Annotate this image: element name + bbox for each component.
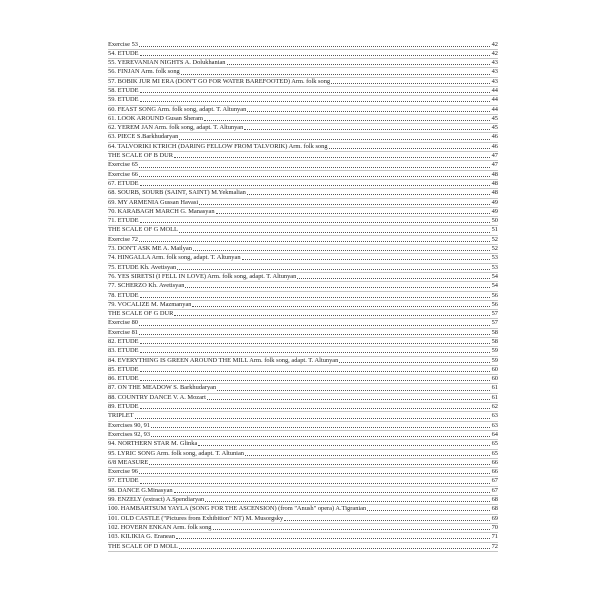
- toc-entry-page-number: 67: [491, 486, 498, 494]
- toc-entry: [108, 245, 498, 254]
- dot-leader: [198, 444, 490, 446]
- toc-entry-page-number: 60: [491, 365, 498, 373]
- toc-entry: [108, 236, 498, 245]
- toc-entry-title: Exercise 53: [108, 40, 138, 48]
- toc-entry: [108, 450, 498, 459]
- dot-leader: [140, 370, 490, 372]
- toc-entry-title: Exercise 65: [108, 161, 138, 169]
- toc-entry-title: 71. ETUDE: [108, 217, 139, 225]
- toc-entry: [108, 161, 498, 170]
- table-of-contents: [108, 41, 498, 552]
- toc-entry-title: 6/8 MEASURE: [108, 458, 149, 466]
- toc-entry-page-number: 63: [491, 421, 498, 429]
- dot-leader: [244, 128, 490, 130]
- toc-entry: [108, 422, 498, 431]
- toc-entry-title: 78. ETUDE: [108, 291, 139, 299]
- toc-entry-page-number: 44: [491, 96, 498, 104]
- toc-entry: [108, 106, 498, 115]
- toc-entry: [108, 208, 498, 217]
- toc-entry-page-number: 54: [491, 272, 498, 280]
- dot-leader: [339, 361, 490, 363]
- toc-entry-page-number: 68: [491, 505, 498, 513]
- toc-entry-page-number: 71: [491, 533, 498, 541]
- toc-entry: [108, 533, 498, 542]
- toc-entry-title: 77. SCHERZO Kh. Avetisyan: [108, 282, 185, 290]
- toc-entry-page-number: 51: [491, 226, 498, 234]
- toc-entry-title: 88. COUNTRY DANCE V. A. Mozart: [108, 393, 206, 401]
- toc-entry-title: 69. MY ARMENIA Gussan Havasi: [108, 198, 199, 206]
- toc-entry: [108, 310, 498, 319]
- toc-entry-title: 85. ETUDE: [108, 365, 139, 373]
- toc-entry-title: 62. YEREM JAN Arm. folk song, adapt. T. Altunyan: [108, 124, 244, 132]
- toc-entry: [108, 282, 498, 291]
- dot-leader: [139, 324, 490, 326]
- toc-entry-page-number: 66: [491, 468, 498, 476]
- toc-entry-title: 74. HINGALLA Arm. folk song, adapt. T. Altunyan: [108, 254, 241, 262]
- toc-entry-page-number: 59: [491, 356, 498, 364]
- toc-entry-page-number: 56: [491, 291, 498, 299]
- toc-entry: [108, 301, 498, 310]
- toc-entry: [108, 59, 498, 68]
- toc-entry: [108, 264, 498, 273]
- toc-entry: [108, 199, 498, 208]
- dot-leader: [140, 379, 490, 381]
- toc-entry-title: 89. ETUDE: [108, 403, 139, 411]
- toc-entry-title: Exercise 72: [108, 235, 138, 243]
- toc-entry-page-number: 46: [491, 142, 498, 150]
- toc-entry-page-number: 44: [491, 86, 498, 94]
- toc-entry: [108, 189, 498, 198]
- toc-entry: [108, 515, 498, 524]
- toc-entry-page-number: 42: [491, 40, 498, 48]
- toc-entry: [108, 292, 498, 301]
- toc-entry: [108, 524, 498, 533]
- toc-entry-page-number: 65: [491, 449, 498, 457]
- toc-entry-page-number: 63: [491, 412, 498, 420]
- toc-entry-page-number: 49: [491, 207, 498, 215]
- toc-entry: [108, 338, 498, 347]
- toc-entry-page-number: 48: [491, 179, 498, 187]
- toc-entry-page-number: 43: [491, 59, 498, 67]
- toc-entry-page-number: 48: [491, 189, 498, 197]
- dot-leader: [177, 268, 490, 270]
- toc-entry: [108, 133, 498, 142]
- dot-leader: [140, 54, 490, 56]
- toc-entry-title: 70. KARABAGH MARCH G. Manasyan: [108, 207, 215, 215]
- toc-entry-page-number: 44: [491, 105, 498, 113]
- toc-entry: [108, 226, 498, 235]
- toc-entry: [108, 412, 498, 421]
- toc-entry-page-number: 59: [491, 347, 498, 355]
- toc-entry: [108, 115, 498, 124]
- toc-entry-title: 82. ETUDE: [108, 338, 139, 345]
- toc-entry-title: Exercises 92, 93: [108, 430, 151, 438]
- toc-entry: [108, 431, 498, 440]
- toc-entry: [108, 543, 498, 552]
- toc-entry-page-number: 64: [491, 430, 498, 438]
- toc-entry: [108, 459, 498, 468]
- toc-entry-page-number: 43: [491, 77, 498, 85]
- toc-entry: [108, 50, 498, 59]
- dot-leader: [247, 110, 490, 112]
- toc-entry: [108, 329, 498, 338]
- toc-entry-title: THE SCALE OF G DUR: [108, 310, 174, 318]
- dot-leader: [329, 147, 490, 149]
- toc-entry-page-number: 52: [491, 245, 498, 253]
- toc-entry: [108, 477, 498, 486]
- toc-entry: [108, 96, 498, 105]
- toc-entry-title: 76. YES SIRETSI (I FELL IN LOVE) Arm. folk song, adapt. T. Altunyan: [108, 272, 297, 280]
- toc-entry-title: 59. ETUDE: [108, 96, 139, 104]
- dot-leader: [185, 286, 490, 288]
- toc-entry: [108, 273, 498, 282]
- dot-leader: [331, 82, 490, 84]
- dot-leader: [139, 240, 490, 242]
- toc-entry-page-number: 62: [491, 403, 498, 411]
- dot-leader: [245, 454, 490, 456]
- toc-entry-page-number: 65: [491, 440, 498, 448]
- toc-entry-page-number: 50: [491, 217, 498, 225]
- toc-entry: [108, 319, 498, 328]
- toc-entry-title: 56. FINJAN Arm. folk song: [108, 68, 180, 76]
- toc-entry-page-number: 69: [491, 514, 498, 522]
- toc-entry-title: 94. NORTHERN STAR M. Glinka: [108, 440, 198, 448]
- dot-leader: [297, 277, 490, 279]
- toc-entry: [108, 152, 498, 161]
- toc-entry: [108, 440, 498, 449]
- dot-leader: [140, 482, 490, 484]
- toc-entry-page-number: 53: [491, 263, 498, 271]
- toc-entry-title: 67. ETUDE: [108, 179, 139, 187]
- toc-entry-title: 99. ENZELY (extract) A.Spendiaryan: [108, 496, 205, 504]
- toc-entry: [108, 347, 498, 356]
- toc-entry-page-number: 58: [491, 328, 498, 336]
- toc-entry-title: 61. LOOK AROUND Gusan Sheram: [108, 114, 203, 122]
- toc-entry-title: 75. ETUDE Kh. Avetisyan: [108, 263, 177, 271]
- toc-entry-page-number: 54: [491, 282, 498, 290]
- toc-entry: [108, 171, 498, 180]
- toc-entry: [108, 78, 498, 87]
- toc-entry-page-number: 67: [491, 477, 498, 485]
- dot-leader: [140, 407, 490, 409]
- toc-entry-title: TRIPLET: [108, 412, 134, 420]
- toc-entry: [108, 124, 498, 133]
- toc-entry-title: 60. FEAST SONG Arm. folk song, adapt. T. Altunyan: [108, 105, 247, 113]
- toc-entry-page-number: 45: [491, 114, 498, 122]
- toc-entry: [108, 357, 498, 366]
- dot-leader: [135, 417, 490, 419]
- toc-entry: [108, 403, 498, 412]
- dot-leader: [199, 203, 490, 205]
- toc-entry-page-number: 48: [491, 170, 498, 178]
- toc-entry-page-number: 66: [491, 458, 498, 466]
- toc-entry-title: 87. ON THE MEADOW S. Barkhudaryan: [108, 384, 217, 392]
- dot-leader: [149, 463, 490, 465]
- dot-leader: [140, 221, 490, 223]
- toc-entry-title: 54. ETUDE: [108, 49, 139, 57]
- toc-entry: [108, 394, 498, 403]
- toc-entry: [108, 375, 498, 384]
- dot-leader: [193, 249, 490, 251]
- toc-entry-title: 97. ETUDE: [108, 477, 139, 485]
- toc-entry-page-number: 53: [491, 254, 498, 262]
- toc-entry-title: 58. ETUDE: [108, 86, 139, 94]
- toc-entry-page-number: 47: [491, 161, 498, 169]
- toc-entry-title: 103. KILIKIA G. Eranean: [108, 533, 175, 541]
- toc-entry-page-number: 43: [491, 68, 498, 76]
- dot-leader: [139, 45, 490, 47]
- toc-entry-page-number: 57: [491, 319, 498, 327]
- dot-leader: [139, 166, 490, 168]
- dot-leader: [181, 73, 490, 75]
- toc-entry: [108, 254, 498, 263]
- dot-leader: [179, 547, 490, 549]
- dot-leader: [139, 175, 490, 177]
- dot-leader: [140, 342, 490, 344]
- toc-entry-title: THE SCALE OF B DUR: [108, 152, 173, 160]
- dot-leader: [247, 193, 490, 195]
- toc-entry-title: 55. YEREVANIAN NIGHTS A. Dolukhanian: [108, 59, 226, 67]
- dot-leader: [213, 528, 491, 530]
- toc-entry: [108, 366, 498, 375]
- dot-leader: [174, 156, 490, 158]
- dot-leader: [179, 231, 490, 233]
- toc-entry: [108, 180, 498, 189]
- dot-leader: [174, 491, 490, 493]
- toc-entry-page-number: 46: [491, 133, 498, 141]
- dot-leader: [227, 63, 490, 65]
- dot-leader: [217, 389, 490, 391]
- toc-entry-title: Exercise 81: [108, 328, 138, 336]
- toc-entry-page-number: 68: [491, 496, 498, 504]
- dot-leader: [204, 119, 490, 121]
- toc-entry: [108, 468, 498, 477]
- toc-entry: [108, 496, 498, 505]
- toc-entry: [108, 217, 498, 226]
- dot-leader: [140, 91, 490, 93]
- toc-entry-page-number: 49: [491, 198, 498, 206]
- toc-entry-title: 102. HOVERN ENKAN Arm. folk song: [108, 523, 212, 531]
- toc-entry-title: 100. HAMBARTSUM YAYLA (SONG FOR THE ASCENSION) (from "Anush" opera) A.Tigranian: [108, 505, 367, 513]
- dot-leader: [179, 138, 490, 140]
- toc-entry: [108, 143, 498, 152]
- toc-entry-title: 83. ETUDE: [108, 347, 139, 355]
- dot-leader: [151, 435, 490, 437]
- toc-entry-title: 57. BOBIK JUR MI ERA (DON'T GO FOR WATER BAREFOOTED) Arm. folk song: [108, 77, 331, 85]
- toc-entry-page-number: 61: [491, 393, 498, 401]
- dot-leader: [242, 258, 490, 260]
- dot-leader: [140, 184, 490, 186]
- dot-leader: [151, 426, 490, 428]
- toc-entry-title: 79. VOCALIZE M. Mazmanyan: [108, 300, 192, 308]
- toc-entry-title: 84. EVERYTHING IS GREEN AROUND THE MILL Arm. folk song, adapt. T. Altunyan: [108, 356, 339, 364]
- toc-entry-page-number: 45: [491, 124, 498, 132]
- toc-entry-page-number: 58: [491, 338, 498, 345]
- dot-leader: [140, 351, 490, 353]
- toc-entry-title: 73. DON'T ASK ME A. Mailyan: [108, 245, 192, 253]
- toc-entry: [108, 68, 498, 77]
- toc-entry-page-number: 56: [491, 300, 498, 308]
- toc-entry-page-number: 52: [491, 235, 498, 243]
- dot-leader: [176, 537, 490, 539]
- toc-entry-title: THE SCALE OF D MOLL: [108, 542, 178, 550]
- dot-leader: [140, 100, 490, 102]
- toc-entry-title: 98. DANCE G.Minasyan: [108, 486, 173, 494]
- toc-entry-page-number: 61: [491, 384, 498, 392]
- dot-leader: [139, 333, 490, 335]
- dot-leader: [205, 500, 490, 502]
- toc-entry-title: 64. TALVORIKI KTRICH (DARING FELLOW FROM TALVORIK) Arm. folk song: [108, 142, 328, 150]
- dot-leader: [174, 314, 490, 316]
- toc-entry: [108, 487, 498, 496]
- toc-entry-title: Exercises 90, 91: [108, 421, 151, 429]
- toc-entry-title: Exercise 66: [108, 170, 138, 178]
- toc-entry-page-number: 57: [491, 310, 498, 318]
- toc-entry-title: 101. OLD CASTLE ("Pictures from Exhibition" NT) M. Musorgsky: [108, 514, 284, 522]
- toc-entry-page-number: 72: [491, 542, 498, 550]
- toc-entry-page-number: 47: [491, 152, 498, 160]
- toc-entry-title: 63. PIECE S.Barkhudaryan: [108, 133, 179, 141]
- toc-entry-title: Exercise 96: [108, 468, 138, 476]
- toc-entry-page-number: 70: [491, 523, 498, 531]
- toc-entry: [108, 41, 498, 50]
- toc-entry-title: THE SCALE OF G MOLL: [108, 226, 178, 234]
- toc-entry-title: 95. LYRIC SONG Arm. folk song, adapt. T. Altunian: [108, 449, 244, 457]
- dot-leader: [284, 519, 490, 521]
- toc-entry-title: Exercise 80: [108, 319, 138, 327]
- toc-entry-page-number: 60: [491, 375, 498, 383]
- toc-entry: [108, 505, 498, 514]
- dot-leader: [367, 509, 490, 511]
- dot-leader: [139, 472, 490, 474]
- toc-entry: [108, 384, 498, 393]
- dot-leader: [216, 212, 490, 214]
- toc-entry-page-number: 42: [491, 49, 498, 57]
- toc-entry-title: 86. ETUDE: [108, 375, 139, 383]
- dot-leader: [207, 398, 490, 400]
- toc-entry-title: 68. SOURB, SOURB (SAINT, SAINT) M.Yekmalian: [108, 189, 246, 197]
- dot-leader: [192, 305, 490, 307]
- dot-leader: [140, 296, 490, 298]
- toc-entry: [108, 87, 498, 96]
